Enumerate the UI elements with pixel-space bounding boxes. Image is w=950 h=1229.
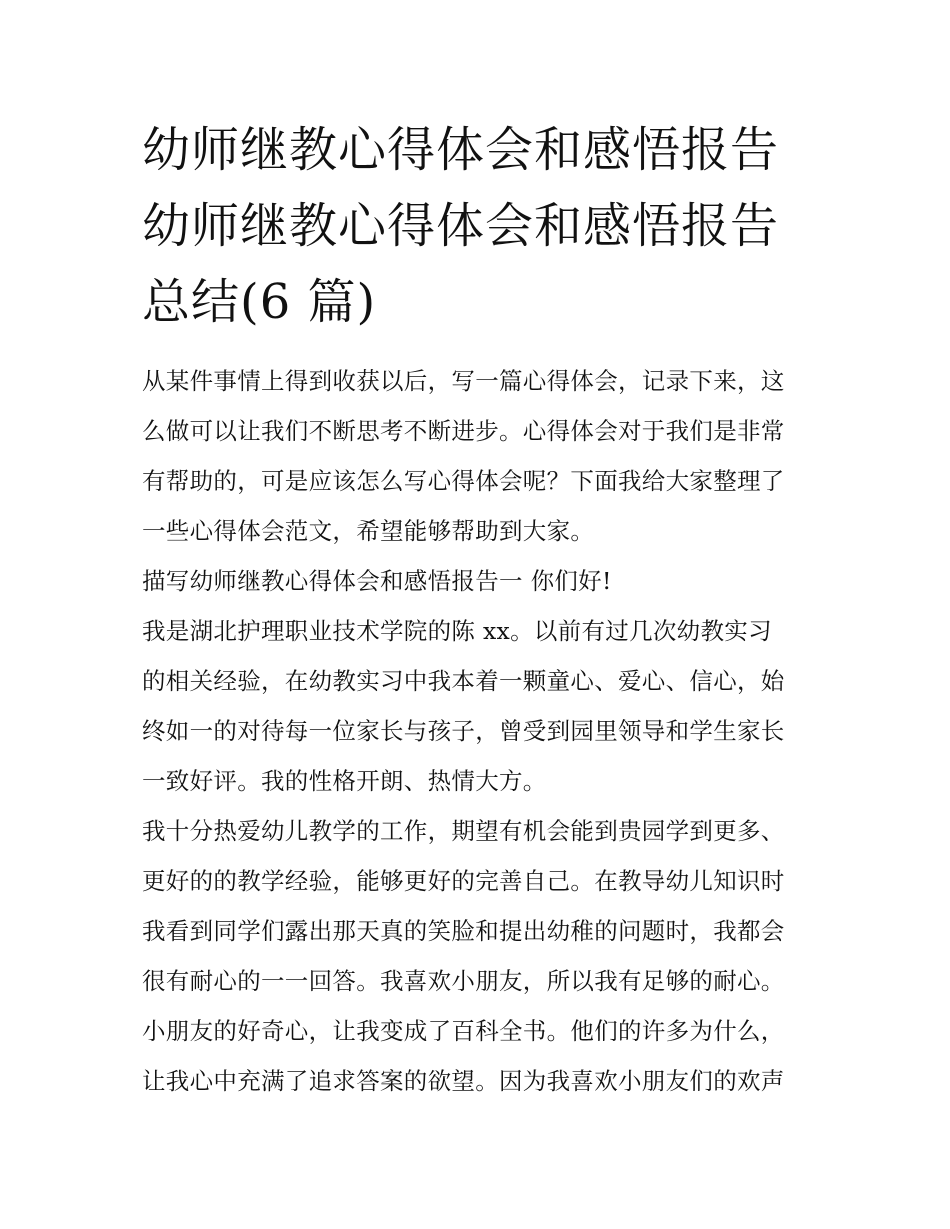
body-line-6: 我是湖北护理职业技术学院的陈 xx。以前有过几次幼教实习 xyxy=(142,617,772,645)
body-line-1: 从某件事情上得到收获以后，写一篇心得体会，记录下来，这 xyxy=(142,367,785,395)
document-body xyxy=(142,356,817,1106)
body-line-2: 么做可以让我们不断思考不断进步。心得体会对于我们是非常 xyxy=(142,417,785,445)
body-line-12: 我看到同学们露出那天真的笑脸和提出幼稚的问题时，我都会 xyxy=(142,917,785,945)
title-line-3: 总结(6 篇) xyxy=(142,274,377,330)
body-line-3: 有帮助的，可是应该怎么写心得体会呢？下面我给大家整理了 xyxy=(142,467,785,495)
document-title xyxy=(142,112,817,340)
body-line-10: 我十分热爱幼儿教学的工作，期望有机会能到贵园学到更多、 xyxy=(142,817,785,845)
title-line-1: 幼师继教心得体会和感悟报告 xyxy=(142,122,780,178)
title-line-2: 幼师继教心得体会和感悟报告 xyxy=(142,198,780,254)
document-page xyxy=(142,112,817,1106)
body-line-13: 很有耐心的一一回答。我喜欢小朋友，所以我有足够的耐心。 xyxy=(142,967,785,995)
body-line-7: 的相关经验，在幼教实习中我本着一颗童心、爱心、信心，始 xyxy=(142,667,785,695)
body-line-4: 一些心得体会范文，希望能够帮助到大家。 xyxy=(142,517,595,545)
body-line-15: 让我心中充满了追求答案的欲望。因为我喜欢小朋友们的欢声 xyxy=(142,1067,785,1095)
body-line-11: 更好的的教学经验，能够更好的完善自己。在教导幼儿知识时 xyxy=(142,867,785,895)
body-line-9: 一致好评。我的性格开朗、热情大方。 xyxy=(142,767,547,795)
body-line-5: 描写幼师继教心得体会和感悟报告一 你们好! xyxy=(142,567,612,595)
body-line-8: 终如一的对待每一位家长与孩子，曾受到园里领导和学生家长 xyxy=(142,717,785,745)
body-line-14: 小朋友的好奇心，让我变成了百科全书。他们的许多为什么， xyxy=(142,1017,785,1045)
